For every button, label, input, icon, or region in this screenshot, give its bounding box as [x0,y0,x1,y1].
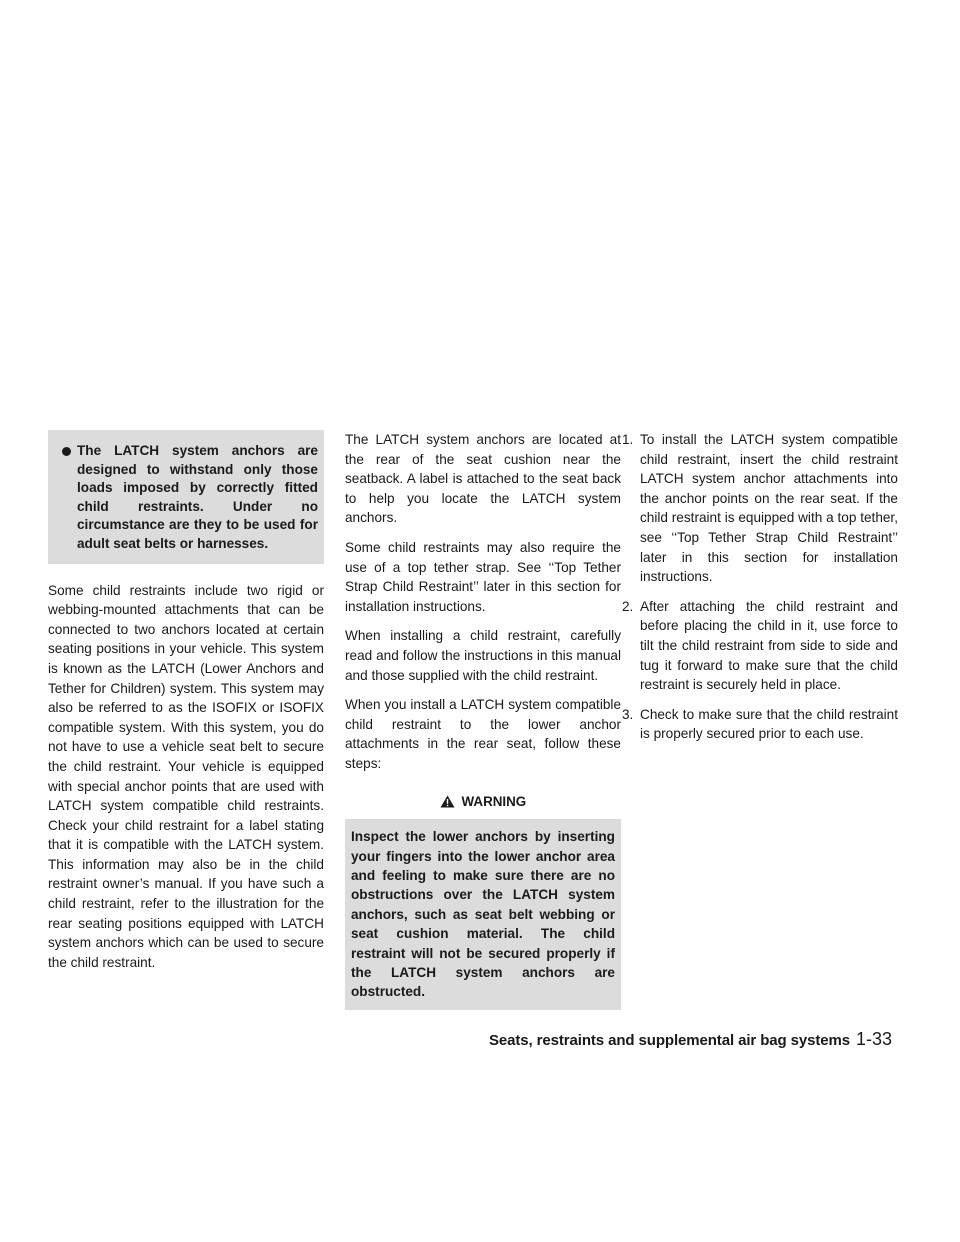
column-1 [48,430,324,982]
warning-triangle-icon [440,794,455,814]
warning-box [345,784,621,1010]
step-2 [622,597,898,695]
paragraph-instructions: When installing a child restraint, carefully read and follow the instructions in this manual and those supplied with the child restraint. [345,628,621,683]
step-text: To install the LATCH system compatible child restraint, insert the child restraint LATCH system anchor attachments into the anchor points on the rear seat. If the child restraint is equipped with a top tether, see ‘‘Top Tether Strap Child Restraint’’ later in this section for installation instructions. [640,432,898,585]
column-3 [622,430,898,754]
latch-intro-paragraph: Some child restraints include two rigid or webbing-mounted attachments that can be connected to two anchors located at certain seating positions in your vehicle. This system is known as the LATCH (Lower Anchors and Tether for Children) system. This system may also be referred to as the ISOFIX or ISOFIX compatible system. With this system, you do not have to use a vehicle seat belt to secure the child restraint. Your vehicle is equipped with special anchor points that are used with LATCH system compatible child restraints. Check your child restraint for a label stating that it is compatible with the LATCH system. This information may also be in the child restraint owner’s manual. If you have such a child restraint, refer to the illustration for the rear seating positions equipped with LATCH system anchors which can be used to secure the child restraint. [48,582,324,970]
page-footer [489,1029,912,1050]
bullet-text: The LATCH system anchors are designed to withstand only those loads imposed by correctly fitted child restraints. Under no circumstance are they to be used for adult seat belts or harnesses. [77,443,318,551]
page-number: 1-33 [855,1029,893,1049]
paragraph-top-tether: Some child restraints may also require the use of a top tether strap. See ‘‘Top Tether Strap Child Restraint’’ later in this section for installation instructions. [345,539,621,614]
warning-header [345,784,621,820]
caution-box [48,430,324,564]
step-text: Check to make sure that the child restraint is properly secured prior to each use. [640,706,898,742]
paragraph-install-steps: When you install a LATCH system compatible child restraint to the lower anchor attachments in the rear seat, follow these steps: [345,697,621,771]
step-3 [622,705,898,744]
bullet-icon [62,447,71,456]
bullet-item [54,442,318,554]
warning-title: WARNING [461,793,527,809]
column-2 [345,430,621,1010]
step-1 [622,430,898,587]
step-number: 3. [622,706,634,722]
step-number: 2. [622,598,634,614]
paragraph-anchor-location: The LATCH system anchors are located at the rear of the seat cushion near the seatback. A label is attached to the seat back to help you locate the LATCH system anchors. [345,432,621,526]
footer-section-title: Seats, restraints and supplemental air bag systems [489,1032,850,1049]
step-number: 1. [622,432,634,447]
install-steps-list [622,430,898,744]
warning-body: Inspect the lower anchors by inserting your fingers into the lower anchor area and feeling to make sure there are no obstructions over the LATCH system anchors, such as seat belt webbing or seat cushion material. The child restraint will not be secured properly if the LATCH system anchors are obstructed. [351,829,615,1000]
step-text: After attaching the child restraint and before placing the child in it, use force to tilt the child restraint from side to side and tug it forward to make sure that the child restraint is securely held in place. [640,598,898,693]
